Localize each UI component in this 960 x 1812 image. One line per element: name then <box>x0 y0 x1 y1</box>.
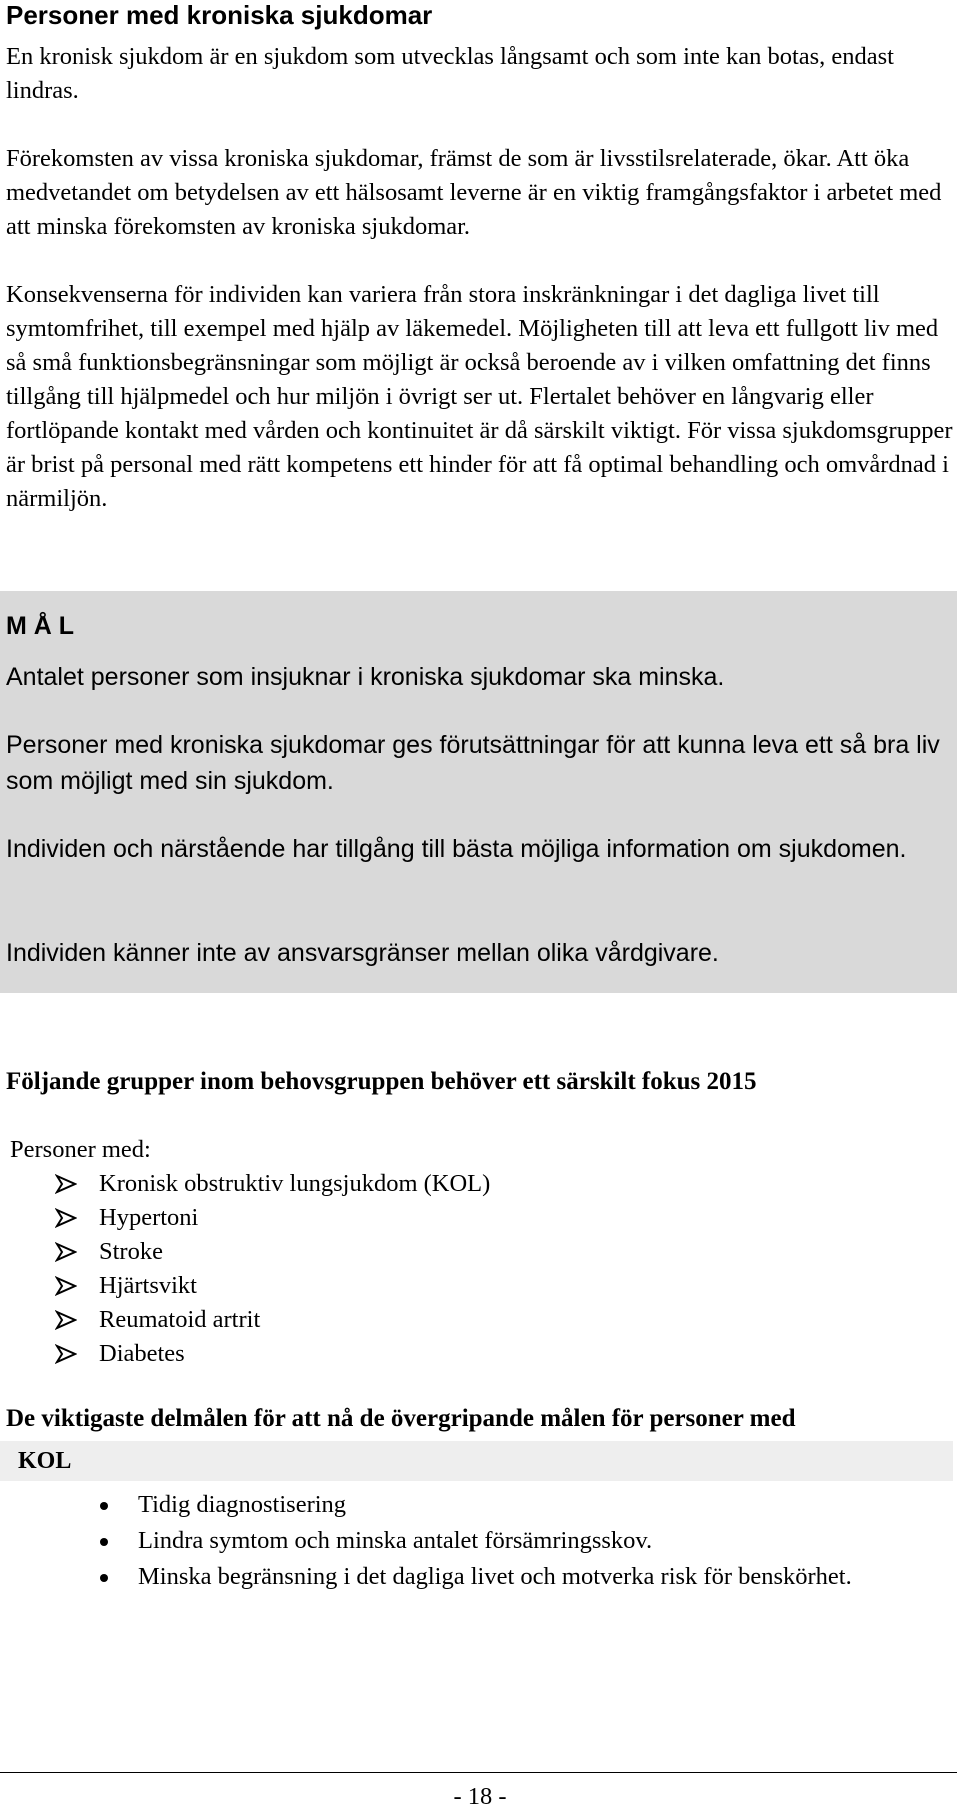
arrow-bullet-icon <box>55 1310 99 1330</box>
list-item-label: Hjärtsvikt <box>99 1272 197 1299</box>
list-item <box>55 1303 490 1337</box>
round-bullet-icon <box>100 1574 108 1582</box>
list-item-label: Kronisk obstruktiv lungsjukdom (KOL) <box>99 1170 491 1197</box>
subgoals-heading: De viktigaste delmålen för att nå de övergripande målen för personer med <box>6 1405 796 1432</box>
list-item-label: Diabetes <box>99 1340 185 1367</box>
round-bullet-icon <box>100 1502 108 1510</box>
page-number: - 18 - <box>453 1783 507 1810</box>
arrow-bullet-icon <box>55 1242 99 1262</box>
goal-item: Personer med kroniska sjukdomar ges förutsättningar för att kunna leva ett så bra liv som möjligt med sin sjukdom. <box>6 731 940 795</box>
list-item-label: Hypertoni <box>99 1204 199 1231</box>
arrow-bullet-icon <box>55 1344 99 1364</box>
arrow-bullet-icon <box>55 1208 99 1228</box>
paragraph-definition: En kronisk sjukdom är en sjukdom som utvecklas långsamt och som inte kan botas, endast lindras. <box>6 43 894 104</box>
list-item-label: Stroke <box>99 1238 163 1265</box>
round-bullet-icon <box>100 1538 108 1546</box>
focus-group-list <box>55 1167 490 1371</box>
arrow-bullet-icon <box>55 1174 99 1194</box>
list-item <box>90 1524 910 1558</box>
goal-item: Individen och närstående har tillgång till bästa möjliga information om sjukdomen. <box>6 835 907 863</box>
subgoals-list <box>90 1488 910 1596</box>
list-item-label: Reumatoid artrit <box>99 1306 261 1333</box>
list-item <box>55 1201 490 1235</box>
arrow-bullet-icon <box>55 1276 99 1296</box>
list-item <box>90 1560 910 1594</box>
focus-list-label: Personer med: <box>10 1136 151 1163</box>
paragraph-prevalence: Förekomsten av vissa kroniska sjukdomar, främst de som är livsstilsrelaterade, ökar. Att öka medvetandet om betydelsen av ett hälsosamt leverne är en viktig framgångsfaktor i arbetet med att minska förekomsten av kroniska sjukdomar. <box>6 145 942 240</box>
page-title: Personer med kroniska sjukdomar <box>6 0 433 30</box>
goals-box <box>0 591 957 993</box>
list-item <box>55 1337 490 1371</box>
list-item <box>90 1488 910 1522</box>
list-item <box>55 1235 490 1269</box>
list-item-label: Minska begränsning i det dagliga livet och motverka risk för benskörhet. <box>138 1563 852 1590</box>
list-item-label: Tidig diagnostisering <box>138 1491 347 1518</box>
goal-item: Antalet personer som insjuknar i kroniska sjukdomar ska minska. <box>6 663 725 691</box>
kol-label: KOL <box>18 1448 72 1474</box>
goals-title: M Å L <box>6 612 75 640</box>
goal-item: Individen känner inte av ansvarsgränser mellan olika vårdgivare. <box>6 939 719 967</box>
paragraph-consequences: Konsekvenserna för individen kan variera från stora inskränkningar i det dagliga livet till symtomfrihet, till exempel med hjälp av läkemedel. Möjligheten till att leva ett fullgott liv med så små funktionsbegränsningar som möjligt är också beroende av i vilken omfattning det finns tillgång till hjälpmedel och hur miljön i övrigt ser ut. Flertalet behöver en långvarig eller fortlöpande kontakt med vården och kontinuitet är då särskilt viktigt. För vissa sjukdomsgrupper är brist på personal med rätt kompetens ett hinder för att få optimal behandling och omvårdnad i närmiljön. <box>6 281 953 512</box>
list-item <box>55 1167 490 1201</box>
footer-rule <box>0 1772 957 1773</box>
list-item-label: Lindra symtom och minska antalet försämringsskov. <box>138 1527 653 1554</box>
list-item <box>55 1269 490 1303</box>
kol-label-box <box>0 1441 953 1481</box>
focus-heading: Följande grupper inom behovsgruppen behöver ett särskilt fokus 2015 <box>6 1068 757 1095</box>
